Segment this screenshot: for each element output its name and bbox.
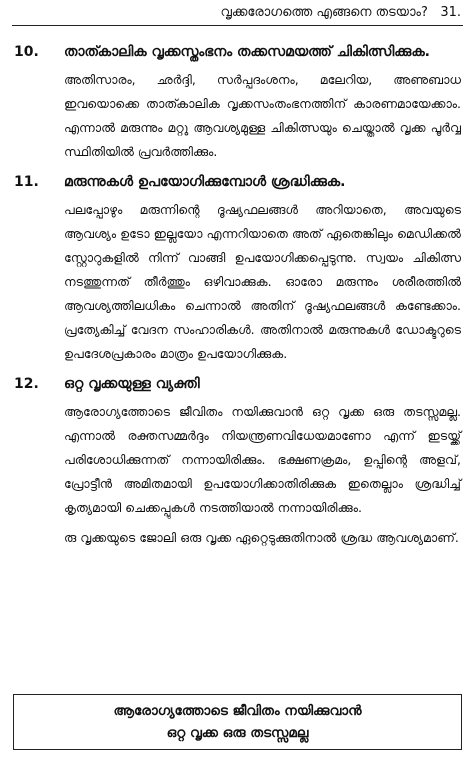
section-body [64, 400, 461, 550]
paragraph: ആരോഗ്യത്തോടെ ജീവിതം നയിക്കുവാൻ ഒറ്റ വൃക്ക ഒരു തടസ്സമല്ല. എന്നാൽ രക്തസമ്മർദ്ദം നിയന്ത്രണവിധേയമാണോ എന്ന് ഇടയ്ക്ക് പരിശോധിക്കുന്നത് നന്നായിരിക്കും. ഭക്ഷണക്രമം, ഉപ്പിന്റെ അളവ്, പ്രോട്ടീൻ അമിതമായി ഉപയോഗിക്കാതിരിക്കുക ഇതെല്ലാം ശ്രദ്ധിച്ച് കൃത്യമായി ചെക്കപ്പുകൾ നടത്തിയാൽ നന്നായിരിക്കും. [64, 404, 461, 515]
section-heading [14, 170, 461, 194]
header-rule [12, 25, 463, 26]
page-number: 31. [440, 5, 461, 20]
section-body [64, 68, 461, 164]
section-heading [14, 372, 461, 396]
main-content [14, 40, 461, 556]
section-11 [14, 170, 461, 366]
section-number: 11. [14, 174, 39, 190]
running-title: വൃക്കരോഗത്തെ എങ്ങനെ തടയാം? [220, 5, 428, 20]
section-number: 10. [14, 44, 39, 60]
section-number: 12. [14, 376, 39, 392]
section-heading [14, 40, 461, 64]
running-header [220, 5, 461, 21]
section-title: മരുന്നുകൾ ഉപയോഗിക്കുമ്പോൾ ശ്രദ്ധിക്കുക. [64, 174, 346, 190]
section-title: താത്കാലിക വൃക്കസ്തംഭനം തക്കസമയത്ത് ചികിത്സിക്കുക. [64, 44, 430, 60]
callout-line-1: ആരോഗ്യത്തോടെ ജീവിതം നയിക്കുവാൻ [113, 703, 362, 719]
section-body [64, 198, 461, 366]
paragraph: പലപ്പോഴും മരുന്നിന്റെ ദൂഷ്യഫലങ്ങൾ അറിയാതെ, അവയുടെ ആവശ്യം ഉടോ ഇല്ലയോ എന്നറിയാതെ അത് ഏതെങ്കിലും മെഡിക്കൽ സ്റ്റോറുകളിൽ നിന്ന് വാങ്ങി ഉപയോഗിക്കപ്പെടുന്നു. സ്വയം ചികിത്സ നടത്തുന്നത് തീർത്തും ഒഴിവാക്കുക. ഓരോ മരുന്നും ശരീരത്തിൽ ആവശ്യത്തിലധികം ചെന്നാൽ അതിന് ദൂഷ്യഫലങ്ങൾ കണ്ടേക്കാം. പ്രത്യേകിച്ച് വേദന സംഹാരികൾ. അതിനാൽ മരുന്നുകൾ ഡോക്ടറുടെ ഉപദേശപ്രകാരം മാത്രം ഉപയോഗിക്കുക. [64, 202, 461, 361]
paragraph: രു വൃക്കയുടെ ജോലി ഒരു വൃക്ക ഏറ്റെടുക്കുതിനാൽ ശ്രദ്ധ ആവശ്യമാണ്. [64, 530, 459, 545]
section-12 [14, 372, 461, 550]
callout-line-2: ഒറ്റ വൃക്ക ഒരു തടസ്സമല്ല [166, 725, 309, 741]
section-10 [14, 40, 461, 164]
paragraph: അതിസാരം, ഛർദ്ദി, സർപ്പദംശനം, മലേറിയ, അണുബാധ ഇവയൊക്കെ താത്കാലിക വൃക്കസംതംഭനത്തിന് കാരണമായേക്കാം. എന്നാൽ മരുന്നും മറ്റു ആവശ്യമുള്ള ചികിത്സയും ചെയ്താൽ വൃക്ക പൂർവ്വ സ്ഥിതിയിൽ പ്രവർത്തിക്കും. [64, 72, 461, 159]
section-title: ഒറ്റ വൃക്കയുള്ള വ്യക്തി [64, 376, 200, 392]
callout-box [13, 694, 462, 750]
page-header [0, 0, 475, 28]
